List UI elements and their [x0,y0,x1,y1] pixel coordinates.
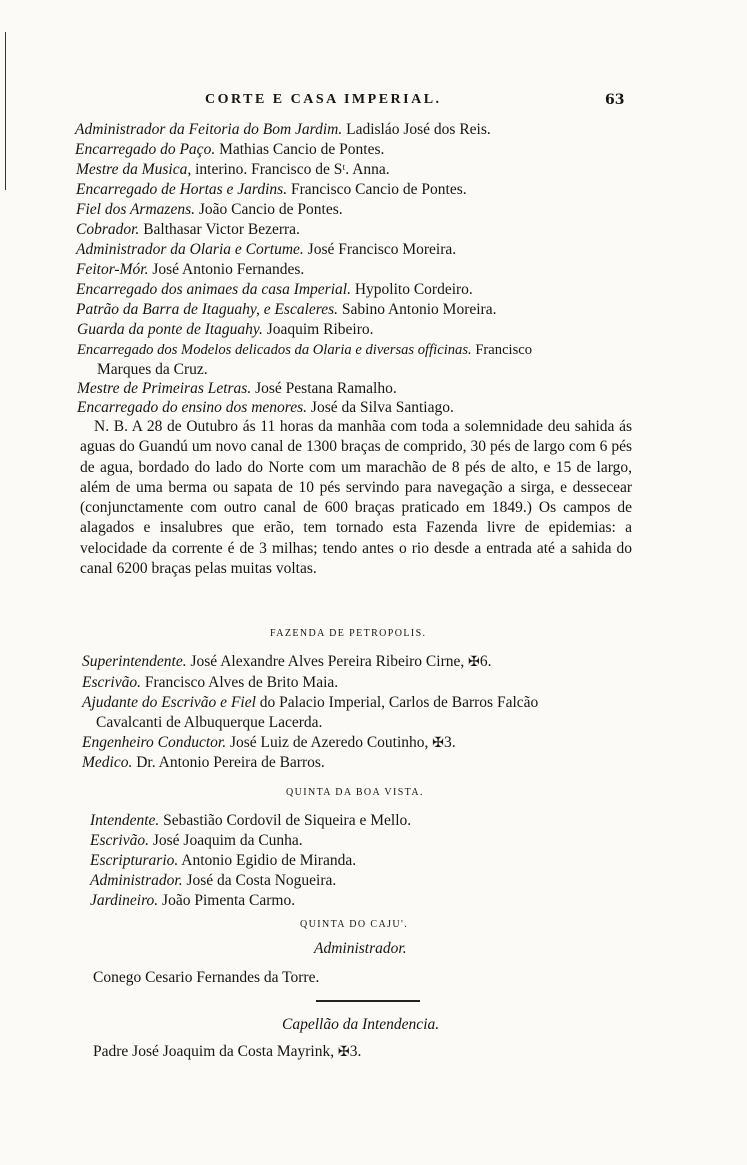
section-heading-boa-vista: QUINTA DA BOA VISTA. [286,787,424,798]
entry-line: Administrador da Feitoria do Bom Jardim. Ladisláo José dos Reis. [75,121,491,138]
entry-line: Intendente. Sebastião Cordovil de Siqueira e Mello. [90,812,412,829]
entry-line: Mestre da Musica, interino. Francisco de Sᵗ. Anna. [76,161,390,178]
entry-line: Escrivão. Francisco Alves de Brito Maia. [82,674,339,691]
entry-line: Fiel dos Armazens. João Cancio de Pontes. [76,201,343,218]
entry-line: Escrivão. José Joaquim da Cunha. [90,832,303,849]
section-heading-caju: QUINTA DO CAJU'. [300,919,409,930]
section-divider [316,1000,420,1002]
entry-line: Medico. Dr. Antonio Pereira de Barros. [82,754,325,771]
entry-line: Mestre de Primeiras Letras. José Pestana Ramalho. [77,380,397,397]
entry-line: Cavalcanti de Albuquerque Lacerda. [96,714,323,731]
entry-line: Escripturario. Antonio Egidio de Miranda. [90,852,357,869]
entry-line: Superintendente. José Alexandre Alves Pereira Ribeiro Cirne, ✠6. [82,653,492,670]
subheading-capellao: Capellão da Intendencia. [282,1016,440,1033]
page-header [0,92,747,114]
entry-line: Engenheiro Conductor. José Luiz de Azeredo Coutinho, ✠3. [82,734,456,751]
page-title: CORTE E CASA IMPERIAL. [205,92,442,107]
entry-line: Encarregado dos Modelos delicados da Olaria e diversas officinas. Francisco [77,342,533,358]
entry-line: Patrão da Barra de Itaguahy, e Escaleres. Sabino Antonio Moreira. [76,301,497,318]
entry-line: Cobrador. Balthasar Victor Bezerra. [76,221,300,238]
entry-line: Marques da Cruz. [97,361,208,378]
entry-line: Encarregado do Paço. Mathias Cancio de Pontes. [75,141,385,158]
note-paragraph: N. B. A 28 de Outubro ás 11 horas da manhãa com toda a solemnidade deu sahida ás aguas do Guandú um novo canal de 1300 braças de comprido, 30 pés de largo com 6 pés de agua, bordado do lado do Norte com um marachão de 8 pés de alto, e 15 de largo, além de uma berma ou sapata de 10 pés servindo para navegação a sirga, e dessecear (conjunctamente com outro canal de 600 braças praticado em 1849.) Os campos de alagados e insalubres que erão, tem tornado esta Fazenda livre de epidemias: a velocidade da corrente é de 3 milhas; tendo antes o rio desde a entrada até a sahida do canal 6200 braças pelas muitas voltas. [80,418,632,578]
entry-line: Jardineiro. João Pimenta Carmo. [90,892,296,909]
section-heading-petropolis: FAZENDA DE PETROPOLIS. [270,628,427,639]
entry-line: Guarda da ponte de Itaguahy. Joaquim Ribeiro. [77,321,374,338]
subheading-administrador: Administrador. [314,940,407,957]
entry-line: Encarregado dos animaes da casa Imperial. Hypolito Cordeiro. [76,281,473,298]
entry-line: Administrador. José da Costa Nogueira. [90,872,337,889]
entry-line: Padre José Joaquim da Costa Mayrink, ✠3. [93,1043,362,1060]
cross-icon: ✠ [337,1044,350,1060]
page-number: 63 [605,92,625,108]
entry-line: Feitor-Mór. José Antonio Fernandes. [76,261,305,278]
cross-icon: ✠ [432,735,445,751]
entry-line: Conego Cesario Fernandes da Torre. [93,969,320,986]
entry-line: Encarregado de Hortas e Jardins. Francisco Cancio de Pontes. [76,181,467,198]
entry-line: Encarregado do ensino dos menores. José da Silva Santiago. [77,399,454,416]
entry-line: Ajudante do Escrivão e Fiel do Palacio Imperial, Carlos de Barros Falcão [82,694,539,711]
imperial-order-icon: ✠ [468,654,480,670]
entry-line: Administrador da Olaria e Cortume. José Francisco Moreira. [76,241,457,258]
